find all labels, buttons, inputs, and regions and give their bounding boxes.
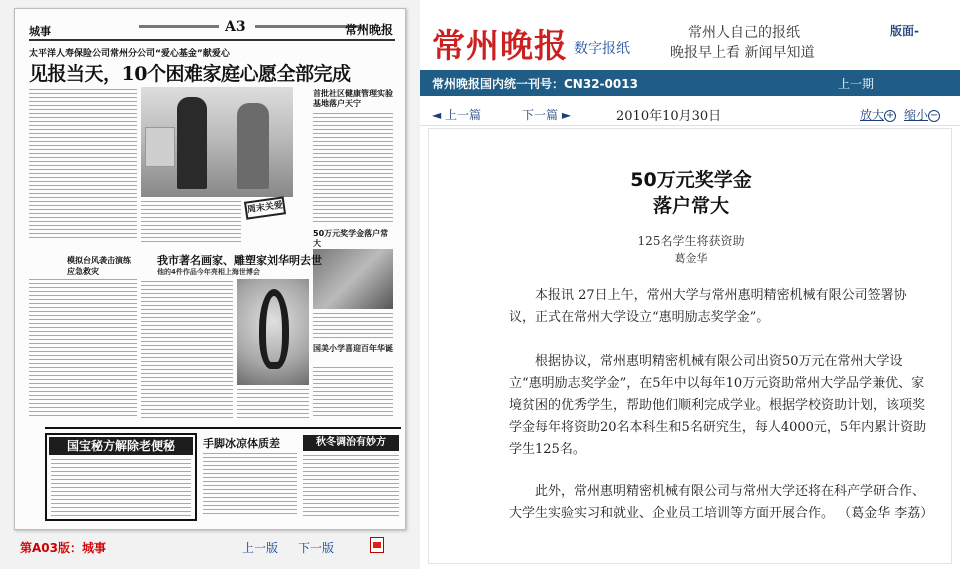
issn-label: 常州晚报国内统一刊号：CN32-0013: [432, 77, 638, 91]
paper-section: 城事: [29, 25, 51, 38]
article-title: 落户常大: [652, 195, 729, 217]
paper-column-text: [29, 279, 137, 419]
page-preview-pane: [0, 0, 420, 569]
paper-column-text: [29, 89, 137, 239]
paper-header-rule: [139, 25, 219, 28]
slogan-line: 晚报早上看 新闻早知道: [670, 45, 815, 61]
paper-ad[interactable]: [45, 433, 197, 521]
paper-column-text: [141, 281, 233, 421]
paper-ad-band: [45, 427, 401, 523]
paper-stamp: 周末关爱: [244, 196, 286, 219]
layout-version-link[interactable]: 版面-: [890, 24, 919, 38]
page-footer: [0, 531, 420, 569]
prev-issue-link[interactable]: 上一期: [838, 77, 875, 91]
site-logo[interactable]: 常州晚报: [432, 26, 568, 65]
minus-circle-icon: −: [929, 109, 939, 121]
newspaper-page-image[interactable]: [14, 8, 406, 530]
paper-column-text: [141, 201, 241, 245]
article-paragraph: 本报讯 27日上午，常州大学与常州惠明精密机械有限公司签署协议，正式在常州大学设立“惠明励志奖学金”。: [509, 288, 907, 325]
info-bar: [420, 70, 960, 96]
article-subtitle: 125名学生将获资助: [637, 234, 745, 248]
article-author: 葛金华: [674, 252, 708, 265]
brand-header: [420, 0, 960, 70]
paper-side-headline[interactable]: 50万元奖学金落户常大: [313, 229, 389, 248]
paper-column-text: [313, 367, 393, 419]
zoom-out-label: 缩小: [904, 108, 929, 122]
article-title: 50万元奖学金: [630, 169, 752, 191]
article-paragraph: 此外，常州惠明精密机械有限公司与常州大学还将在科产学研合作、大学生实验实习和就业、企业员工培训等方面开展合作。 （葛金华 李荔）: [509, 484, 934, 521]
paper-header: [29, 19, 395, 41]
next-article-link[interactable]: 下一篇 ►: [522, 108, 572, 122]
site-logo-subtitle: 数字报纸: [574, 41, 630, 57]
prev-page-link[interactable]: 上一版: [242, 541, 279, 555]
paper-ad-text: [203, 453, 297, 517]
paper-page-number: A3: [225, 19, 246, 35]
paper-photo: [237, 279, 309, 385]
article-body: [428, 128, 952, 564]
prev-article-link[interactable]: ◄ 上一篇: [432, 108, 482, 122]
paper-column-text: [313, 313, 393, 341]
paper-headline-small[interactable]: 模拟台风袭击演练应急救灾: [67, 256, 131, 276]
zoom-out-button[interactable]: [904, 106, 940, 123]
zoom-in-label: 放大: [860, 108, 885, 122]
pdf-icon[interactable]: [370, 537, 384, 553]
paper-ad-text: [303, 455, 399, 517]
paper-photo: [141, 87, 293, 197]
slogan-line: 常州人自己的报纸: [688, 25, 800, 41]
issue-date: 2010年10月30日: [616, 109, 722, 124]
paper-column-text: [313, 113, 393, 223]
paper-photo: [313, 249, 393, 309]
paper-subheadline: 他的4件作品今年亮相上海世博会: [157, 268, 260, 276]
article-pane: [420, 0, 960, 569]
zoom-in-button[interactable]: [860, 106, 896, 123]
plus-circle-icon: +: [885, 109, 895, 121]
slogan-box: [648, 10, 888, 62]
paper-side-headline[interactable]: 国美小学喜迎百年华诞: [313, 344, 393, 353]
article-paragraph: 根据协议，常州惠明精密机械有限公司出资50万元在常州大学设立“惠明励志奖学金”，在5年中以每年10万元资助常州大学品学兼优、家境贫困的优秀学生，帮助他们顺利完成学业。根据学校资助计划，该项奖学金每年将资助20名本科生和5名研究生，每人4000元，5年内累计资助学生125名。: [509, 354, 927, 457]
paper-ad-title[interactable]: 手脚冰凉体质差: [203, 437, 280, 450]
next-page-link[interactable]: 下一版: [298, 541, 335, 555]
paper-headline-mid[interactable]: 我市著名画家、雕塑家刘华明去世: [157, 254, 322, 267]
paper-ad-title[interactable]: 秋冬调治有妙方: [303, 435, 399, 451]
paper-ad-title: 国宝秘方解除老便秘: [49, 437, 193, 455]
paper-masthead: 常州晚报: [344, 23, 393, 37]
paper-column-text: [237, 389, 309, 419]
edition-label: 第A03版：城事: [20, 541, 106, 555]
article-nav: [420, 100, 960, 126]
paper-kicker: 太平洋人寿保险公司常州分公司“爱心基金”献爱心: [29, 49, 230, 59]
paper-headline[interactable]: 见报当天，10个困难家庭心愿全部完成: [29, 63, 351, 85]
paper-side-headline[interactable]: 首批社区健康管理实验基地落户天宁: [313, 89, 393, 108]
